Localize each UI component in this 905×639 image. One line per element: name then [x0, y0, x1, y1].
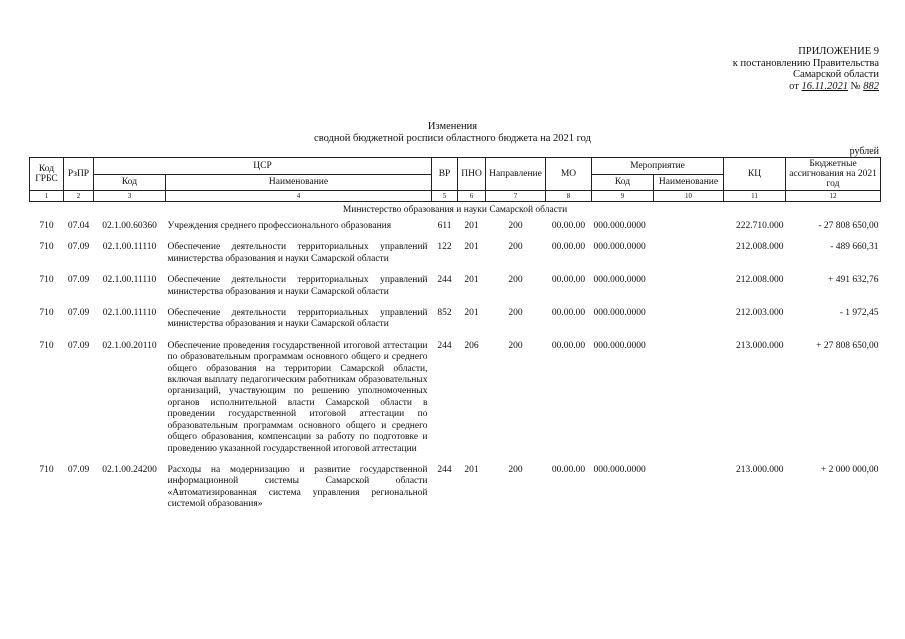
cell-kc: 212.003.000 [736, 308, 784, 319]
units-label: рублей [849, 146, 879, 157]
header-kc: КЦ [724, 158, 786, 191]
cell-vr: 122 [437, 242, 452, 253]
cell-mer-kod: 000.000.0000 [593, 242, 646, 253]
appendix-block [699, 46, 879, 92]
cell-csr: 02.1.00.24200 [102, 464, 157, 475]
cell-napr: 200 [508, 464, 523, 475]
cell-name: Обеспечение проведения государственной итоговой аттестации по образовательным программам основного общего и среднего общего образования на территории Самарской области, включая выплату педагогическим работникам образовательных организаций, участвующим по решению уполномоченных органов исполнительной власти Самарской области в проведении государственной итоговой аттестации по образовательным программам основного общего и среднего общего образования, компенсации за работу по подготовке и проведению указанной государственной итоговой аттестации [167, 340, 428, 454]
cell-name: Обеспечение деятельности территориальных управлений министерства образования и науки Самарской области [167, 242, 428, 264]
date-value: 16.11.2021 [801, 80, 848, 92]
cell-amount: + 2 000 000,00 [820, 464, 879, 475]
header-csr-name: Наименование [166, 174, 432, 191]
document-title: Изменения [427, 121, 478, 132]
cell-rzpr: 07.09 [67, 464, 90, 475]
cell-kc: 222.710.000 [736, 221, 784, 231]
table-row [30, 240, 881, 265]
cell-grbs: 710 [39, 275, 54, 286]
cell-name: Обеспечение деятельности территориальных управлений министерства образования и науки Самарской области [167, 308, 428, 330]
cell-mo: 00.00.00 [551, 464, 586, 475]
cell-napr: 200 [508, 340, 523, 351]
section-title: Министерство образования и науки Самарской области [342, 205, 568, 215]
cell-grbs: 710 [39, 308, 54, 319]
cell-amount: - 489 660,31 [830, 242, 879, 253]
cell-mer-name [654, 273, 724, 298]
cell-napr: 200 [508, 221, 523, 231]
col-number: 1 [30, 191, 64, 202]
cell-amount: + 491 632,76 [828, 275, 879, 286]
header-csr-kod: Код [94, 174, 166, 191]
table-row [30, 273, 881, 298]
cell-pno: 201 [464, 308, 479, 319]
header-rzpr: РзПР [64, 158, 94, 191]
header-kod-grbs: Код ГРБС [30, 158, 64, 191]
col-number: 3 [94, 191, 166, 202]
col-number: 6 [458, 191, 486, 202]
col-number: 4 [166, 191, 432, 202]
cell-csr: 02.1.00.20110 [102, 340, 157, 351]
cell-mo: 00.00.00 [551, 242, 586, 253]
document-subtitle: сводной бюджетной росписи областного бюджета на 2021 год [314, 133, 591, 144]
cell-pno: 201 [464, 242, 479, 253]
header-vr: ВР [432, 158, 458, 191]
cell-rzpr: 07.04 [67, 221, 90, 231]
header-csr: ЦСР [94, 158, 432, 175]
table-row [30, 339, 881, 455]
header-row-1 [30, 158, 881, 175]
header-budget: Бюджетные ассигнования на 2021 год [786, 158, 881, 191]
cell-mer-name [654, 463, 724, 511]
cell-mo: 00.00.00 [551, 221, 586, 231]
cell-mer-name [654, 339, 724, 455]
cell-name: Расходы на модернизацию и развитие государственной информационной системы Самарской области «Автоматизированная система управления региональной системой образования» [167, 464, 428, 510]
cell-mer-kod: 000.000.0000 [593, 221, 646, 231]
header-pno: ПНО [458, 158, 486, 191]
cell-rzpr: 07.09 [67, 308, 90, 319]
col-number: 10 [654, 191, 724, 202]
cell-vr: 244 [437, 340, 452, 351]
cell-mer-name [654, 219, 724, 232]
cell-mer-name [654, 306, 724, 331]
col-number: 5 [432, 191, 458, 202]
cell-name: Обеспечение деятельности территориальных управлений министерства образования и науки Самарской области [167, 275, 428, 297]
cell-napr: 200 [508, 308, 523, 319]
cell-mer-name [654, 240, 724, 265]
cell-grbs: 710 [39, 464, 54, 475]
number-prefix: № [850, 80, 861, 92]
cell-mo: 00.00.00 [551, 340, 586, 351]
cell-csr: 02.1.00.11110 [102, 308, 157, 319]
header-meropriyatie: Мероприятие [592, 158, 724, 175]
cell-mer-kod: 000.000.0000 [593, 464, 646, 475]
col-number: 7 [486, 191, 546, 202]
col-number: 9 [592, 191, 654, 202]
cell-vr: 611 [437, 221, 452, 231]
cell-grbs: 710 [39, 221, 54, 231]
col-number: 2 [64, 191, 94, 202]
table-row [30, 463, 881, 511]
cell-csr: 02.1.00.11110 [102, 275, 157, 286]
cell-pno: 201 [464, 221, 479, 231]
cell-napr: 200 [508, 275, 523, 286]
header-mer-name: Наименование [654, 174, 724, 191]
cell-kc: 213.000.000 [736, 464, 784, 475]
appendix-date-line [699, 81, 879, 93]
header-napravlenie: Направление [486, 158, 546, 191]
cell-kc: 212.008.000 [736, 242, 784, 253]
header-mer-kod: Код [592, 174, 654, 191]
header-mo: МО [546, 158, 592, 191]
table-row [30, 219, 881, 232]
cell-mer-kod: 000.000.0000 [593, 275, 646, 286]
cell-amount: - 27 808 650,00 [818, 221, 879, 231]
cell-amount: - 1 972,45 [839, 308, 879, 319]
date-prefix: от [789, 80, 799, 92]
cell-mer-kod: 000.000.0000 [593, 308, 646, 319]
cell-csr: 02.1.00.60360 [102, 221, 157, 231]
appendix-title: ПРИЛОЖЕНИЕ 9 [798, 46, 879, 57]
cell-grbs: 710 [39, 242, 54, 253]
cell-kc: 213.000.000 [736, 340, 784, 351]
cell-pno: 201 [464, 275, 479, 286]
cell-rzpr: 07.09 [67, 340, 90, 351]
cell-vr: 244 [437, 275, 452, 286]
col-number: 11 [724, 191, 786, 202]
cell-kc: 212.008.000 [736, 275, 784, 286]
budget-table [29, 157, 881, 511]
column-number-row [30, 191, 881, 202]
cell-pno: 201 [464, 464, 479, 475]
cell-mo: 00.00.00 [551, 308, 586, 319]
cell-vr: 852 [437, 308, 452, 319]
cell-name: Учреждения среднего профессионального образования [167, 221, 392, 231]
cell-rzpr: 07.09 [67, 275, 90, 286]
cell-mer-kod: 000.000.0000 [593, 340, 646, 351]
cell-napr: 200 [508, 242, 523, 253]
cell-rzpr: 07.09 [67, 242, 90, 253]
appendix-line3: Самарской области [793, 69, 879, 80]
number-value: 882 [863, 80, 879, 92]
cell-mo: 00.00.00 [551, 275, 586, 286]
col-number: 12 [786, 191, 881, 202]
cell-csr: 02.1.00.11110 [102, 242, 157, 253]
cell-vr: 244 [437, 464, 452, 475]
cell-pno: 206 [464, 340, 479, 351]
cell-grbs: 710 [39, 340, 54, 351]
table-row [30, 306, 881, 331]
col-number: 8 [546, 191, 592, 202]
appendix-line2: к постановлению Правительства [732, 57, 879, 69]
cell-amount: + 27 808 650,00 [816, 340, 879, 351]
